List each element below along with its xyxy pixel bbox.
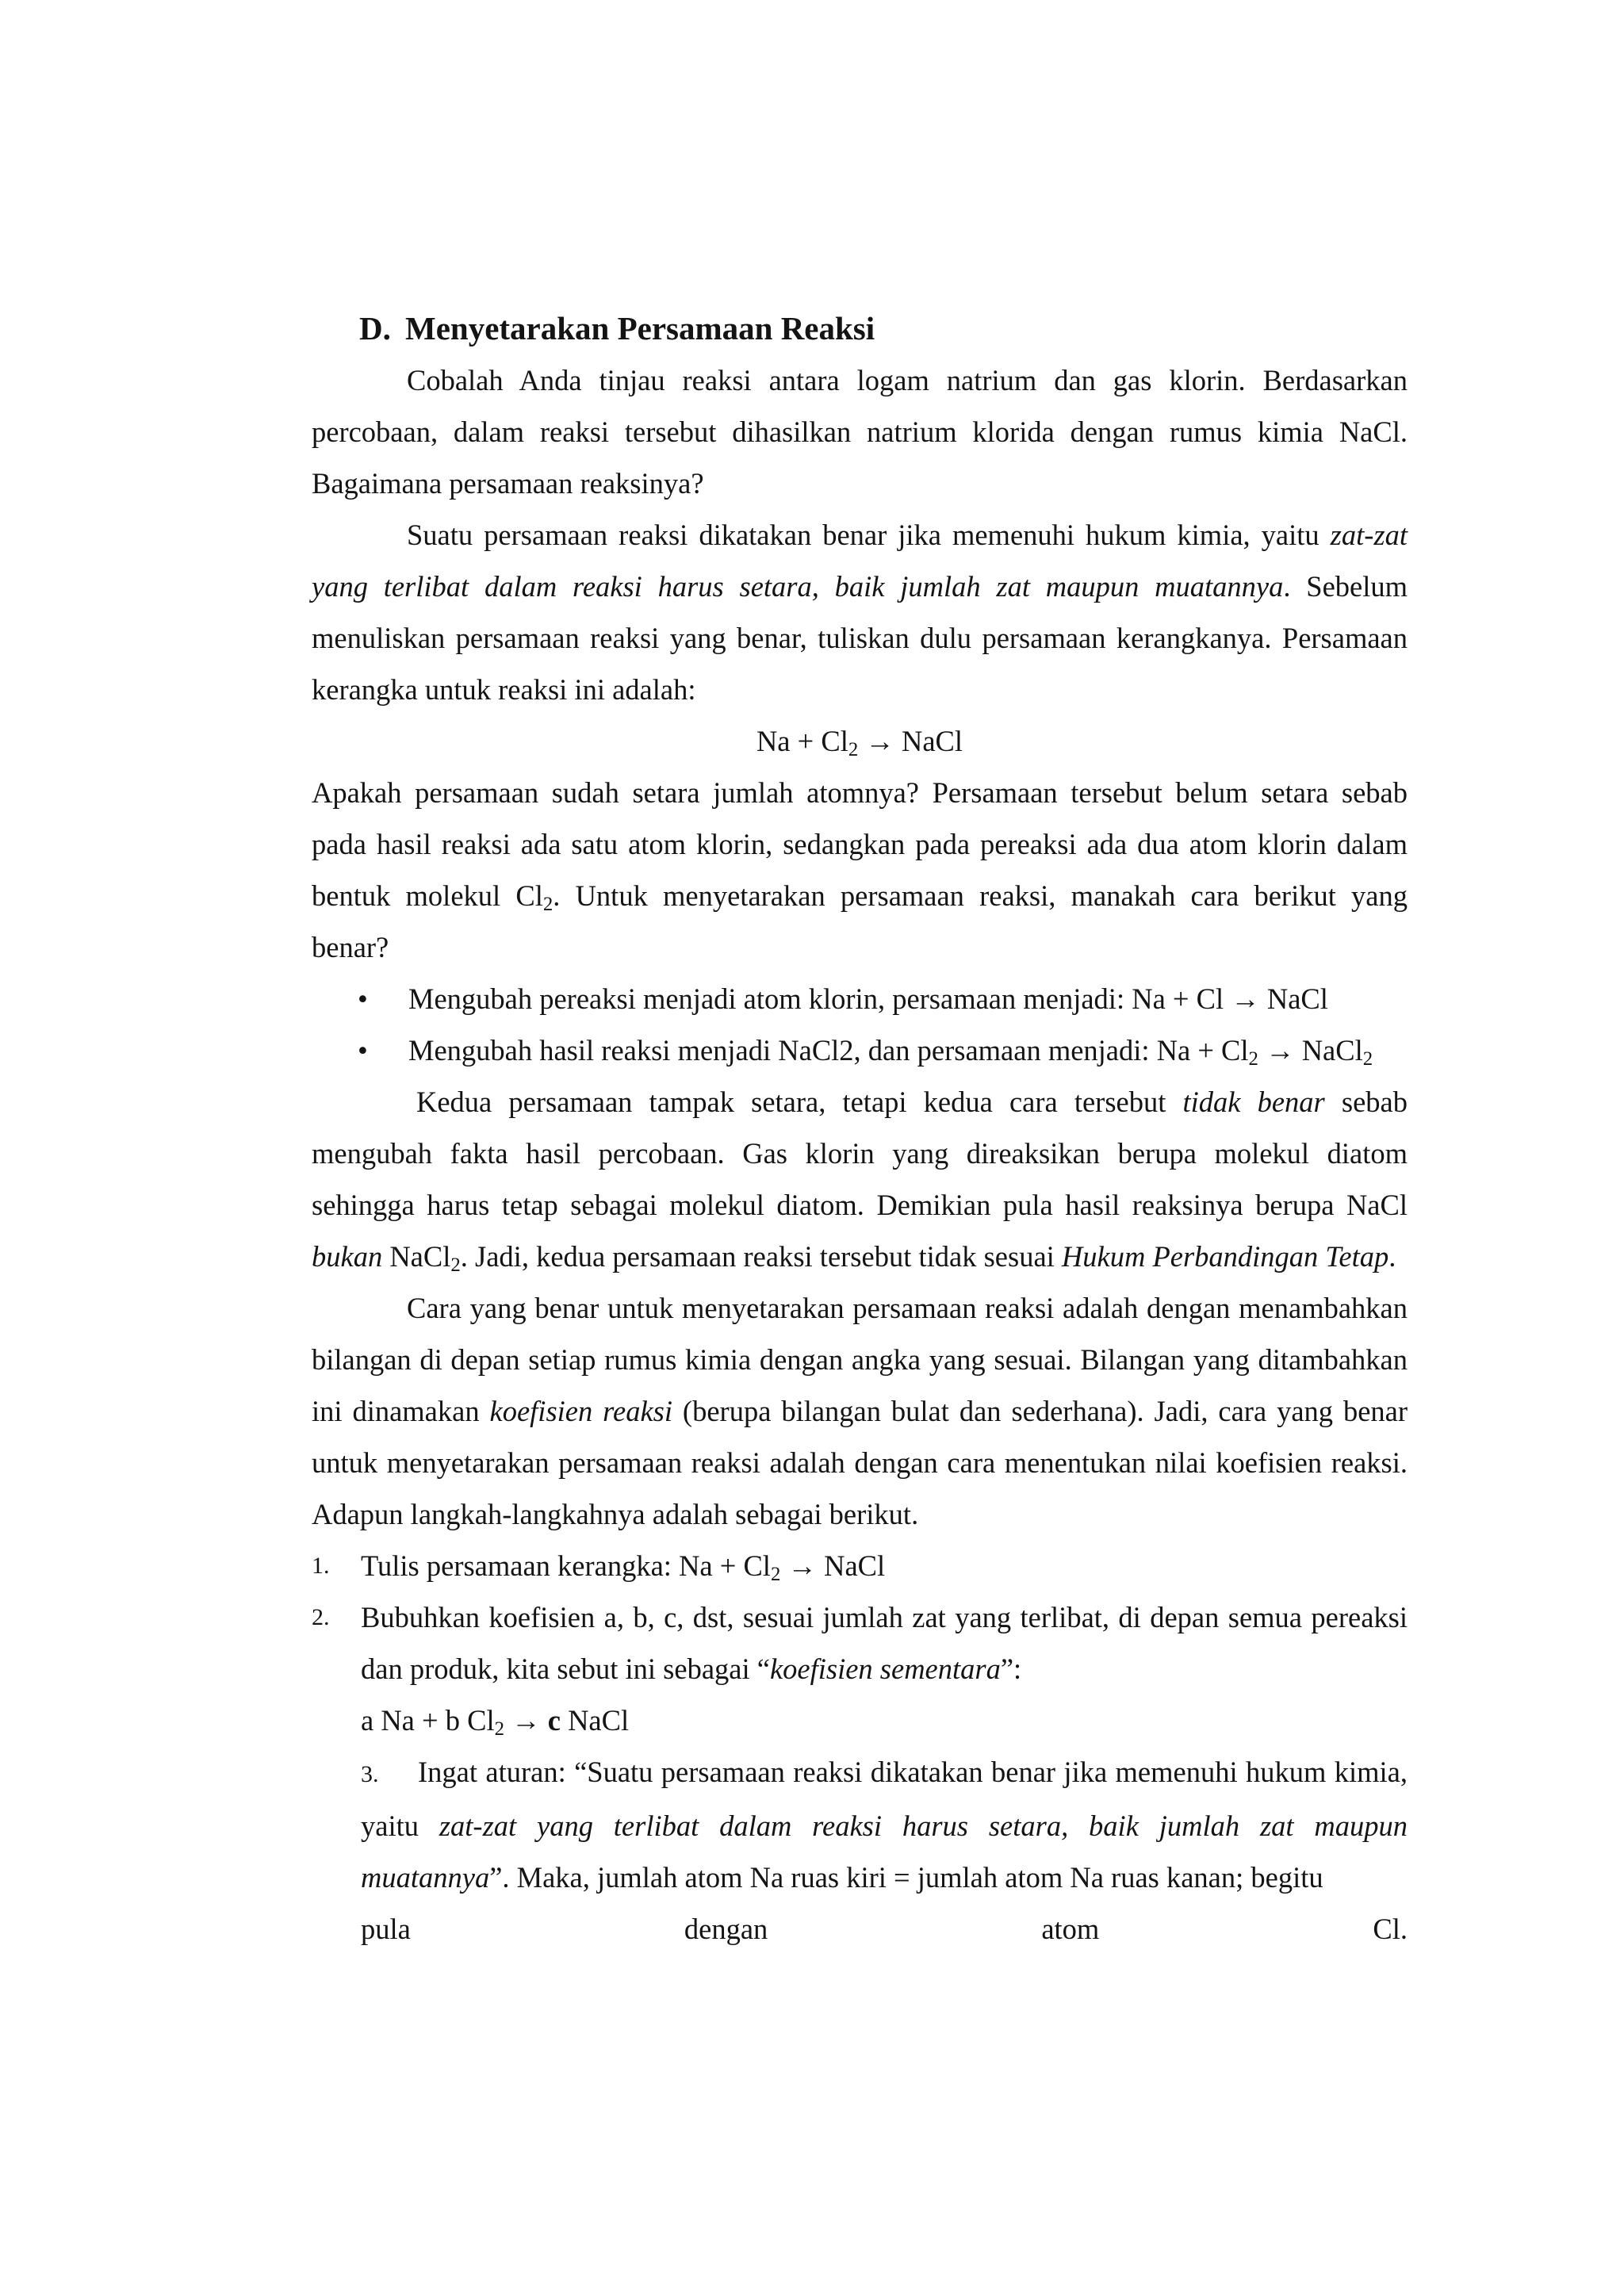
- paragraph-4: Kedua persamaan tampak setara, tetapi kedua cara tersebut tidak benar sebab mengubah fakta hasil percobaan. Gas klorin yang direaksikan berupa molekul diatom sehingga harus tetap sebagai molekul diatom. Demikian pula hasil reaksinya berupa NaCl bukan NaCl$_2$. Jadi, kedua persamaan reaksi tersebut tidak sesuai Hukum Perbandingan Tetap.: [312, 1086, 1408, 1277]
- paragraph-1: Cobalah Anda tinjau reaksi antara logam natrium dan gas klorin. Berdasarkan percobaan, dalam reaksi tersebut dihasilkan natrium klorida dengan rumus kimia NaCl. Bagaimana persamaan reaksinya?: [312, 364, 1408, 500]
- coefficient-equation: a Na + b $Cl_2 \to c$ NaCl: [361, 1704, 630, 1741]
- step-number: 2.: [312, 1604, 330, 1630]
- list-item: • Mengubah hasil reaksi menjadi NaCl2, dan persamaan menjadi: $Na + Cl_2$ → NaCl$_2$: [312, 1024, 1408, 1076]
- paragraph-5: Cara yang benar untuk menyetarakan persamaan reaksi adalah dengan menambahkan bilangan di depan setiap rumus kimia dengan angka yang sesuai. Bilangan yang ditambahkan ini dinamakan koefisien reaksi (berupa bilangan bulat dan sederhana). Jadi, cara yang benar untuk menyetarakan persamaan reaksi adalah dengan cara menentukan nilai koefisien reaksi. Adapun langkah-langkahnya adalah sebagai berikut.: [312, 1292, 1408, 1530]
- section-letter: D.: [359, 310, 391, 347]
- paragraph-3: Apakah persamaan sudah setara jumlah atomnya? Persamaan tersebut belum setara sebab pada hasil reaksi ada satu atom klorin, sedangkan pada pereaksi ada dua atom klorin dalam bentuk molekul $Cl_2$. Untuk menyetarakan persamaan reaksi, manakah cara berikut yang benar?: [312, 776, 1408, 963]
- section-heading: [359, 301, 1408, 354]
- step-3-last-line: pula dengan atom Cl.: [361, 1913, 1408, 1945]
- law-statement: zat-zat yang terlibat dalam reaksi harus setara, baik jumlah zat maupun muatannya: [312, 519, 1408, 603]
- bullet-icon: •: [358, 982, 368, 1015]
- step-number: 1.: [312, 1553, 330, 1579]
- paragraph-2: Suatu persamaan reaksi dikatakan benar jika memenuhi hukum kimia, yaitu zat-zat yang terlibat dalam reaksi harus setara, baik jumlah zat maupun muatannya. Sebelum menuliskan persamaan reaksi yang benar, tuliskan dulu persamaan kerangkanya. Persamaan kerangka untuk reaksi ini adalah:: [312, 519, 1408, 706]
- step-1: 1. Tulis persamaan kerangka: $Na + Cl_2$ → NaCl: [312, 1540, 1408, 1591]
- bullet-icon: •: [358, 1034, 368, 1067]
- skeleton-equation: $Na + Cl_2$ → NaCl: [756, 725, 963, 761]
- step-2: 2. Bubuhkan koefisien a, b, c, dst, sesuai jumlah zat yang terlibat, di depan semua pereaksi dan produk, kita sebut ini sebagai “koefisien sementara”: a Na + b $Cl_2 \to c$ NaCl: [312, 1591, 1408, 1746]
- list-item: • Mengubah pereaksi menjadi atom klorin, persamaan menjadi: Na + Cl → NaCl: [312, 973, 1408, 1024]
- step-3: 3. Ingat aturan: “Suatu persamaan reaksi dikatakan benar jika memenuhi hukum kimia, yaitu zat-zat yang terlibat dalam reaksi harus setara, baik jumlah zat maupun muatannya”. Maka, jumlah atom Na ruas kiri = jumlah atom Na ruas kanan; begitu: [312, 1746, 1408, 1903]
- step-number: 3.: [361, 1761, 379, 1787]
- section-title: Menyetarakan Persamaan Reaksi: [405, 310, 875, 347]
- document-page: [312, 301, 1408, 1955]
